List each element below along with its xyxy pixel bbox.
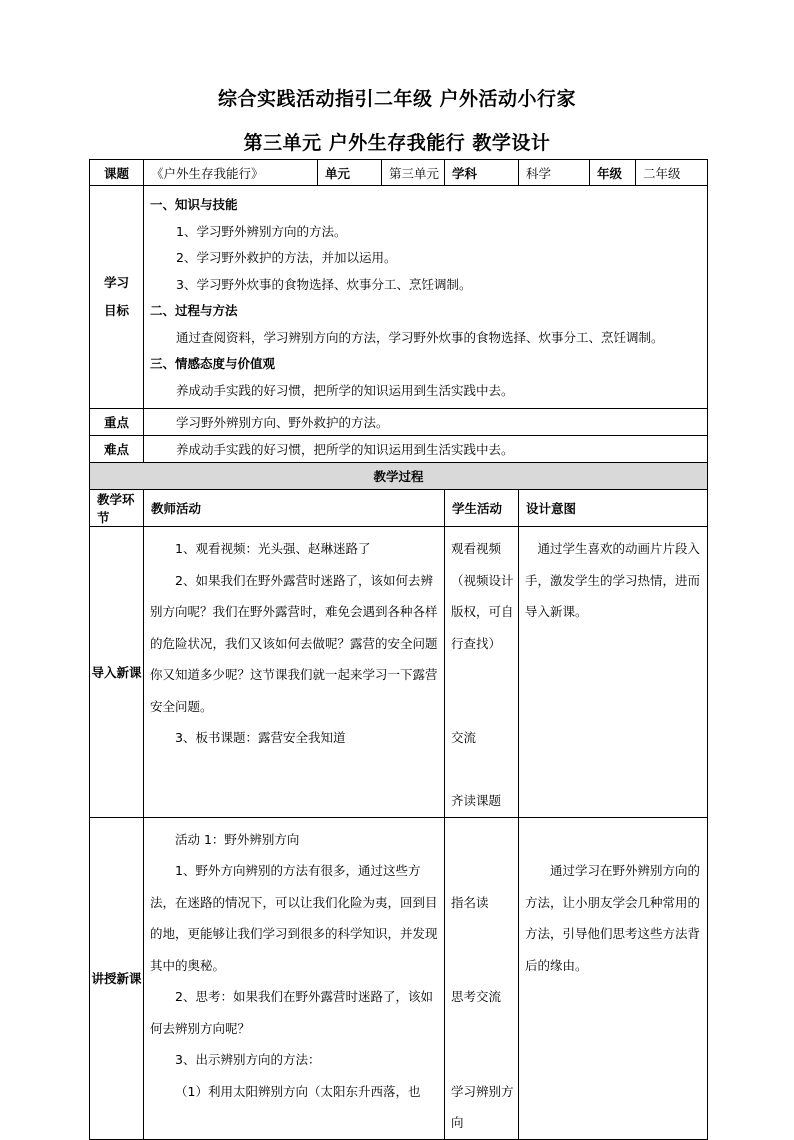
goals-label-line2: 目标: [103, 303, 129, 318]
lecture-student-item: 学习辨别方向: [451, 1083, 514, 1130]
intro-student-item: 观看视频（视频设计版权，可自行查找）: [451, 541, 514, 651]
goals-item: 养成动手实践的好习惯，把所学的知识运用到生活实践中去。: [176, 382, 514, 398]
topic-label: 课题: [90, 160, 144, 186]
subject-value: 科学: [519, 160, 590, 186]
intro-teacher-item: 1、观看视频：光头强、赵琳迷路了: [175, 541, 371, 556]
process-columns-row: [90, 490, 708, 527]
intro-intent-text: 通过学生喜欢的动画片片段入手，激发学生的学习热情，进而导入新课。: [525, 541, 701, 619]
difficulty-text: 养成动手实践的好习惯，把所学的知识运用到生活实践中去。: [144, 436, 708, 463]
goals-row: [90, 186, 708, 409]
col-teacher-header: 教师活动: [144, 490, 445, 527]
goals-content: [144, 186, 708, 409]
lecture-teacher-item: 2、思考：如果我们在野外露营时迷路了，该如何去辨别方向呢？: [150, 989, 433, 1036]
intro-student-activity: [445, 527, 519, 818]
col-intent-header: 设计意图: [519, 490, 708, 527]
header-row: [90, 160, 708, 186]
intro-teacher-item: 3、板书课题：露营安全我知道: [175, 730, 346, 745]
lecture-intent-text: 通过学习在野外辨别方向的方法，让小朋友学会几种常用的方法，引导他们思考这些方法背后的缘由。: [525, 863, 701, 973]
key-point-label: 重点: [90, 409, 144, 436]
lesson-plan-table: [89, 159, 708, 1140]
intro-teacher-item: 2、如果我们在野外露营时迷路了，该如何去辨别方向呢？我们在野外露营时，难免会遇到各种各样的危险状况，我们又该如何去做呢？露营的安全问题你又知道多少呢？这节课我们就一起来学习一下露营安全问题。: [150, 572, 438, 714]
unit-label: 单元: [318, 160, 382, 186]
subject-label: 学科: [445, 160, 519, 186]
goals-heading-knowledge: 一、知识与技能: [150, 197, 238, 212]
lecture-stage: 讲授新课: [90, 817, 144, 1139]
goals-item: 3、学习野外炊事的食物选择、炊事分工、烹饪调制。: [176, 276, 472, 292]
lecture-student-item: 指名读: [451, 894, 489, 910]
goals-item: 2、学习野外救护的方法，并加以运用。: [176, 250, 397, 265]
process-heading-row: [90, 463, 708, 490]
grade-value: 二年级: [636, 160, 708, 186]
lecture-design-intent: [519, 817, 708, 1139]
process-heading: 教学过程: [90, 463, 708, 490]
col-stage-header: 教学环节: [90, 490, 144, 527]
key-point-row: [90, 409, 708, 436]
grade-label: 年级: [590, 160, 636, 186]
lecture-teacher-item: 3、出示辨别方向的方法：: [175, 1052, 321, 1067]
lecture-teacher-activity: [144, 817, 445, 1139]
goals-label-line1: 学习: [103, 275, 129, 290]
intro-student-item: 交流: [451, 730, 477, 745]
topic-value: 《户外生存我能行》: [144, 160, 318, 186]
goals-item: 1、学习野外辨别方向的方法。: [176, 223, 347, 239]
intro-design-intent: [519, 527, 708, 818]
lecture-student-item: 思考交流: [451, 989, 502, 1004]
goals-item: 通过查阅资料，学习辨别方向的方法，学习野外炊事的食物选择、炊事分工、烹饪调制。: [176, 329, 664, 345]
lecture-teacher-item: 1、野外方向辨别的方法有很多，通过这些方法，在迷路的情况下，可以让我们化险为夷，回到目的地，更能够让我们学习到很多的科学知识，并发现其中的奥秘。: [150, 863, 438, 973]
goals-label: [90, 186, 144, 409]
goals-heading-process: 二、过程与方法: [150, 303, 238, 318]
intro-stage: 导入新课: [90, 527, 144, 818]
difficulty-label: 难点: [90, 436, 144, 463]
lecture-student-activity: [445, 817, 519, 1139]
intro-row: [90, 527, 708, 818]
goals-heading-attitude: 三、情感态度与价值观: [150, 356, 276, 371]
col-student-header: 学生活动: [445, 490, 519, 527]
lecture-teacher-item: （1）利用太阳辨别方向（太阳东升西落，也: [175, 1083, 421, 1099]
lecture-teacher-item: 活动 1：野外辨别方向: [175, 831, 300, 847]
lecture-row: [90, 817, 708, 1139]
unit-value: 第三单元: [382, 160, 445, 186]
key-point-text: 学习野外辨别方向、野外救护的方法。: [144, 409, 708, 436]
intro-student-item: 齐读课题: [451, 793, 502, 808]
intro-teacher-activity: [144, 527, 445, 818]
difficulty-row: [90, 436, 708, 463]
document-subtitle: 第三单元 户外生存我能行 教学设计: [243, 132, 551, 154]
document-title: 综合实践活动指引二年级 户外活动小行家: [217, 88, 577, 110]
